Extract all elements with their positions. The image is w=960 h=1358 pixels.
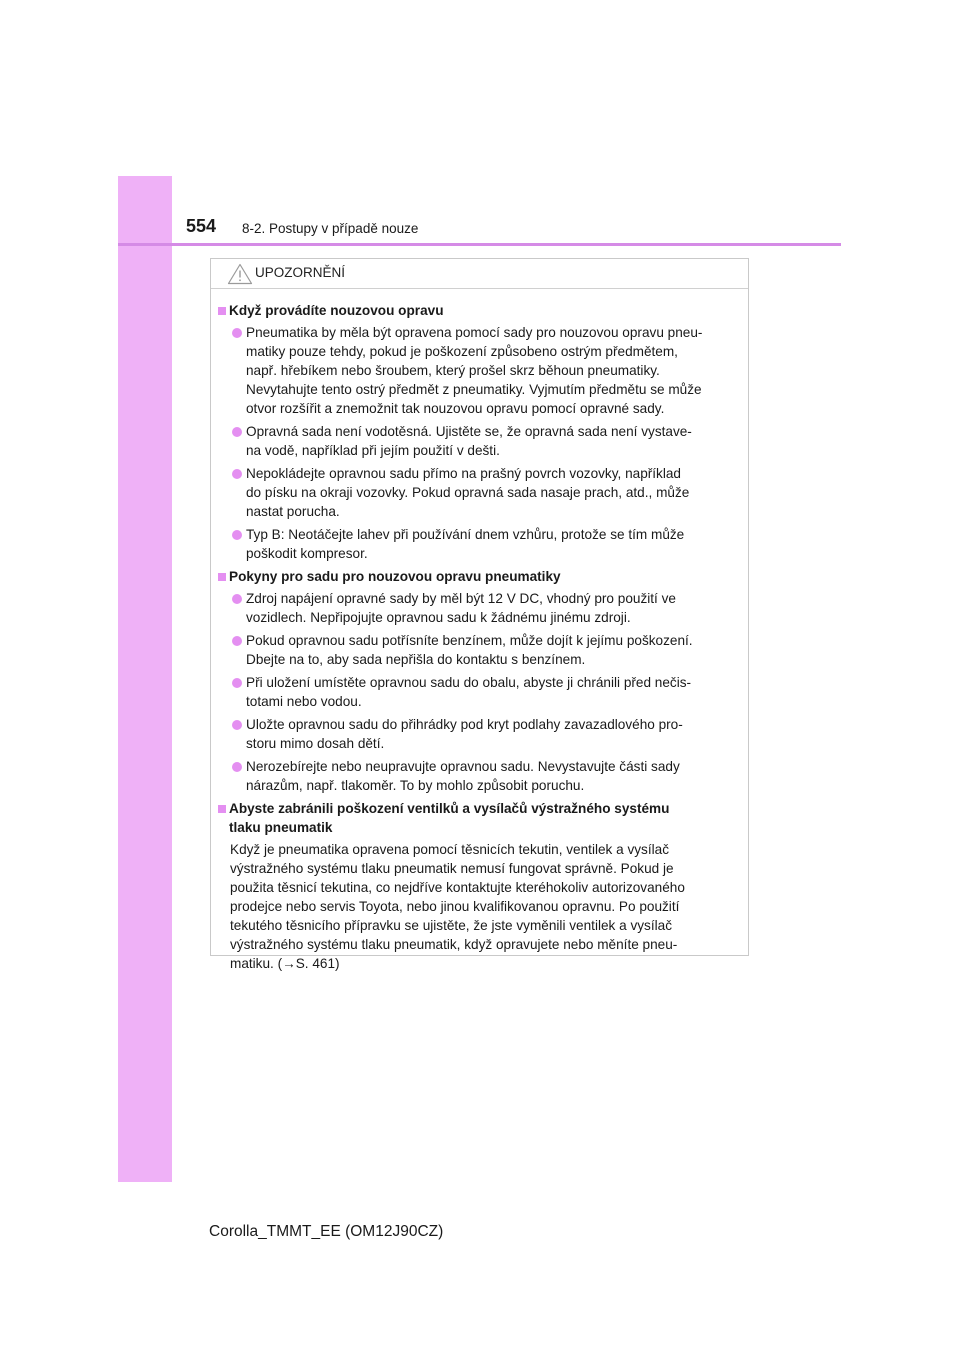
- warning-triangle-icon: [227, 263, 253, 285]
- list-item: [218, 631, 741, 669]
- list-item-text: Zdroj napájení opravné sady by měl být 12 V DC, vhodný pro použití ve vozidlech. Nepřipojujte opravnou sadu k žádnému jinému zdroji.: [246, 591, 676, 625]
- warning-content: [211, 289, 748, 973]
- list-item: [218, 673, 741, 711]
- list-item: [218, 589, 741, 627]
- round-bullet-icon: [232, 678, 242, 688]
- list-item: [218, 323, 741, 418]
- heading-text: Abyste zabránili poškození ventilků a vysílačů výstražného systému tlaku pneumatik: [229, 801, 670, 835]
- list-item-text: Nepokládejte opravnou sadu přímo na prašný povrch vozovky, například do písku na okraji vozovky. Pokud opravná sada nasaje prach, atd., může nastat porucha.: [246, 466, 690, 519]
- list-item-text: Pneumatika by měla být opravena pomocí sady pro nouzovou opravu pneu- matiky pouze tehdy, pokud je poškození způsobeno ostrým předmětem, např. hřebíkem nebo šroubem, který prošel skrz běhoun pneumatiky. Nevytahujte tento ostrý předmět z pneumatiky. Vyjmutím předmětu se může otvor rozšířit a znemožnit tak nouzovou opravu pomocí opravné sady.: [246, 325, 703, 416]
- list-item-text: Pokud opravnou sadu potřísníte benzínem, může dojít k jejímu poškození. Dbejte na to, aby sada nepřišla do kontaktu s benzínem.: [246, 633, 693, 667]
- square-bullet-icon: [218, 805, 226, 813]
- round-bullet-icon: [232, 720, 242, 730]
- list-item: [218, 525, 741, 563]
- section-heading: [218, 301, 741, 320]
- warning-label: UPOZORNĚNÍ: [255, 265, 346, 280]
- list-item-text: Opravná sada není vodotěsná. Ujistěte se, že opravná sada není vystave- na vodě, například při jejím použití v dešti.: [246, 424, 692, 458]
- heading-text: Pokyny pro sadu pro nouzovou opravu pneumatiky: [229, 569, 561, 584]
- header-divider: [118, 243, 841, 246]
- section-heading: [218, 567, 741, 586]
- heading-text: Když provádíte nouzovou opravu: [229, 303, 444, 318]
- page-number: 554: [186, 216, 217, 236]
- warning-box: [210, 258, 749, 971]
- section-emergency-repair: [218, 301, 741, 563]
- list-item-text: Nerozebírejte nebo neupravujte opravnou sadu. Nevystavujte části sady nárazům, např. tlakoměr. To by mohlo způsobit poruchu.: [246, 759, 680, 793]
- list-item-text: Typ B: Neotáčejte lahev při používání dnem vzhůru, protože se tím může poškodit kompresor.: [246, 527, 685, 561]
- list-item-text: Uložte opravnou sadu do přihrádky pod kryt podlahy zavazadlového pro- storu mimo dosah dětí.: [246, 717, 683, 751]
- round-bullet-icon: [232, 594, 242, 604]
- section-valve-damage: [218, 799, 741, 973]
- list-item: [218, 464, 741, 521]
- warning-header: [211, 259, 748, 289]
- section-heading: [218, 799, 741, 837]
- round-bullet-icon: [232, 636, 242, 646]
- round-bullet-icon: [232, 427, 242, 437]
- section-title: 8-2. Postupy v případě nouze: [242, 221, 419, 236]
- list-item-text: Při uložení umístěte opravnou sadu do obalu, abyste ji chránili před nečis- totami nebo vodou.: [246, 675, 692, 709]
- chapter-sidebar-tab: [118, 176, 172, 1182]
- square-bullet-icon: [218, 573, 226, 581]
- square-bullet-icon: [218, 307, 226, 315]
- round-bullet-icon: [232, 469, 242, 479]
- list-item: [218, 422, 741, 460]
- section-repair-kit-instructions: [218, 567, 741, 795]
- section-paragraph: Když je pneumatika opravena pomocí těsnicích tekutin, ventilek a vysílač výstražného systému tlaku pneumatik nemusí fungovat správně. Pokud je použita těsnicí tekutina, co nejdříve kontaktujte kteréhokoliv autorizovaného prodejce nebo servis Toyota, nebo jinou kvalifikovanou opravnu. Po použití tekutého těsnicího přípravku se ujistěte, že jste vyměnili ventilek a vysílač výstražného systému tlaku pneumatik, když opravujete nebo měníte pneu- matiku. (→S. 461): [230, 842, 685, 971]
- document-id-footer: Corolla_TMMT_EE (OM12J90CZ): [209, 1223, 444, 1240]
- list-item: [218, 757, 741, 795]
- round-bullet-icon: [232, 328, 242, 338]
- list-item: [218, 715, 741, 753]
- round-bullet-icon: [232, 762, 242, 772]
- round-bullet-icon: [232, 530, 242, 540]
